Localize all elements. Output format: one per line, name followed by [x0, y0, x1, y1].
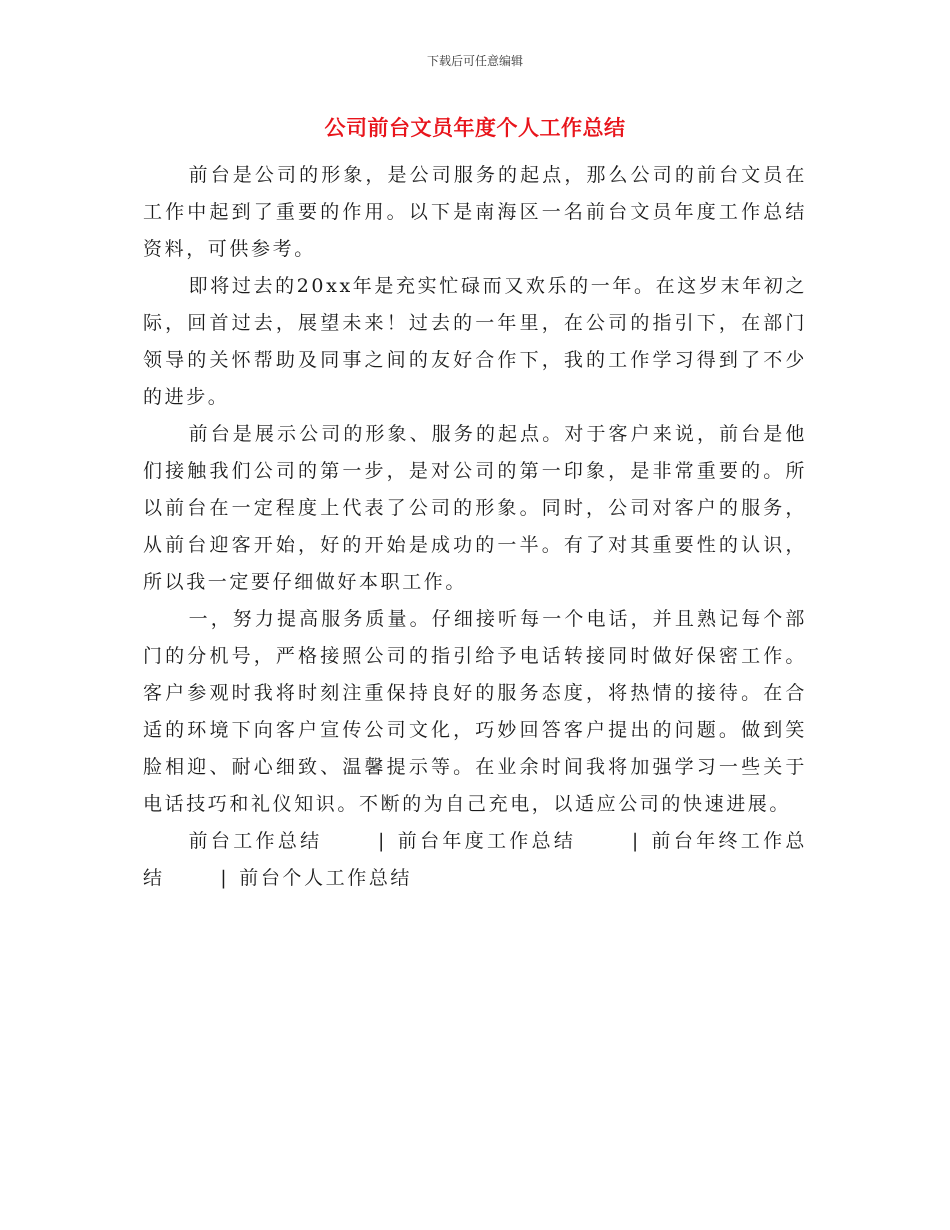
- paragraph-year-review: 即将过去的20xx年是充实忙碌而又欢乐的一年。在这岁末年初之际，回首过去，展望未来！过去的一年里，在公司的指引下，在部门领导的关怀帮助及同事之间的友好合作下，我的工作学习得到了不少的进步。: [143, 275, 807, 408]
- tag-link[interactable]: 前台年终工作总结: [143, 830, 807, 889]
- paragraph-front-desk-role: 前台是展示公司的形象、服务的起点。对于客户来说，前台是他们接触我们公司的第一步，是对公司的第一印象，是非常重要的。所以前台在一定程度上代表了公司的形象。同时，公司对客户的服务，从前台迎客开始，好的开始是成功的一半。有了对其重要性的认识，所以我一定要仔细做好本职工作。: [143, 423, 807, 593]
- document-body: [143, 157, 807, 897]
- paragraph-service-quality: 一，努力提高服务质量。仔细接听每一个电话，并且熟记每个部门的分机号，严格接照公司的指引给予电话转接同时做好保密工作。客户参观时我将时刻注重保持良好的服务态度，将热情的接待。在合适的环境下向客户宣传公司文化，巧妙回答客户提出的问题。做到笑脸相迎、耐心细致、温馨提示等。在业余时间我将加强学习一些关于电话技巧和礼仪知识。不断的为自己充电，以适应公司的快速进展。: [143, 608, 807, 815]
- tag-link[interactable]: 前台工作总结: [188, 830, 323, 852]
- paragraph-intro: 前台是公司的形象，是公司服务的起点，那么公司的前台文员在工作中起到了重要的作用。以下是南海区一名前台文员年度工作总结资料，可供参考。: [143, 164, 807, 260]
- tag-separator: |: [220, 867, 230, 889]
- related-tags: [143, 823, 807, 897]
- tag-separator: |: [378, 830, 388, 852]
- tag-separator: |: [631, 830, 641, 852]
- tag-link[interactable]: 前台年度工作总结: [397, 830, 577, 852]
- page-header-note: 下载后可任意编辑: [426, 54, 523, 68]
- tag-link[interactable]: 前台个人工作总结: [239, 867, 413, 889]
- document-title: 公司前台文员年度个人工作总结: [324, 115, 626, 140]
